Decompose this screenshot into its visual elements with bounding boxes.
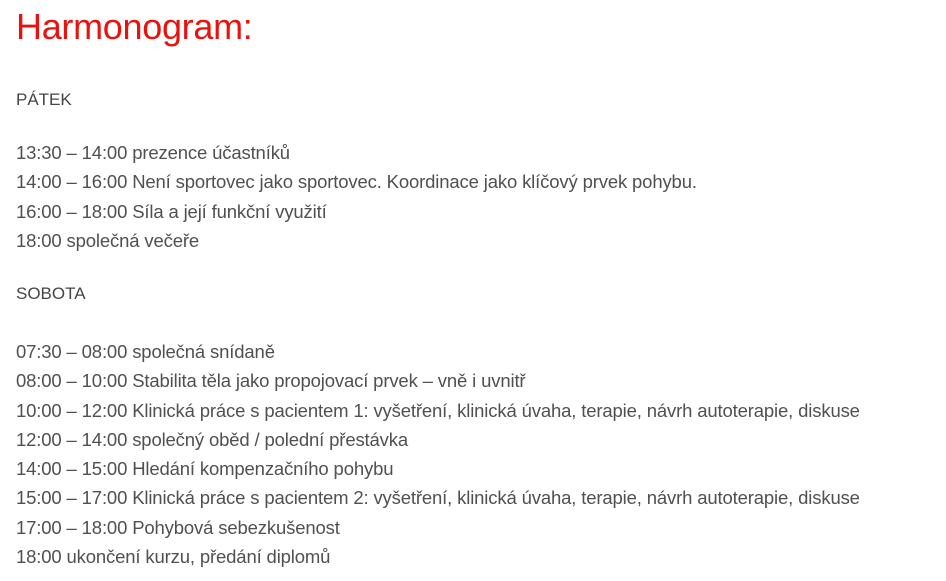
schedule-item: 16:00 – 18:00 Síla a její funkční využití [16,200,327,222]
schedule-item: 14:00 – 16:00 Není sportovec jako sportovec. Koordinace jako klíčový prvek pohybu. [16,171,697,193]
schedule-item: 14:00 – 15:00 Hledání kompenzačního pohybu [16,458,394,480]
day-heading-saturday: SOBOTA [16,284,86,303]
page-title: Harmonogram: [16,6,253,47]
schedule-item: 18:00 ukončení kurzu, předání diplomů [16,546,331,568]
schedule-item: 17:00 – 18:00 Pohybová sebezkušenost [16,516,340,538]
schedule-item: 13:30 – 14:00 prezence účastníků [16,142,290,163]
day-heading-friday: PÁTEK [16,90,72,109]
schedule-item: 08:00 – 10:00 Stabilita těla jako propojovací prvek – vně i uvnitř [16,370,526,392]
schedule-item: 10:00 – 12:00 Klinická práce s pacientem 1: vyšetření, klinická úvaha, terapie, návrh autoterapie, diskuse [16,399,860,421]
schedule-item: 18:00 společná večeře [16,229,200,251]
schedule-item: 15:00 – 17:00 Klinická práce s pacientem 2: vyšetření, klinická úvaha, terapie, návrh autoterapie, diskuse [16,487,860,509]
schedule-list-saturday [16,340,860,574]
schedule-item: 07:30 – 08:00 společná snídaně [16,341,275,362]
schedule-item: 12:00 – 14:00 společný oběd / polední přestávka [16,428,409,450]
schedule-list-friday [16,141,697,258]
